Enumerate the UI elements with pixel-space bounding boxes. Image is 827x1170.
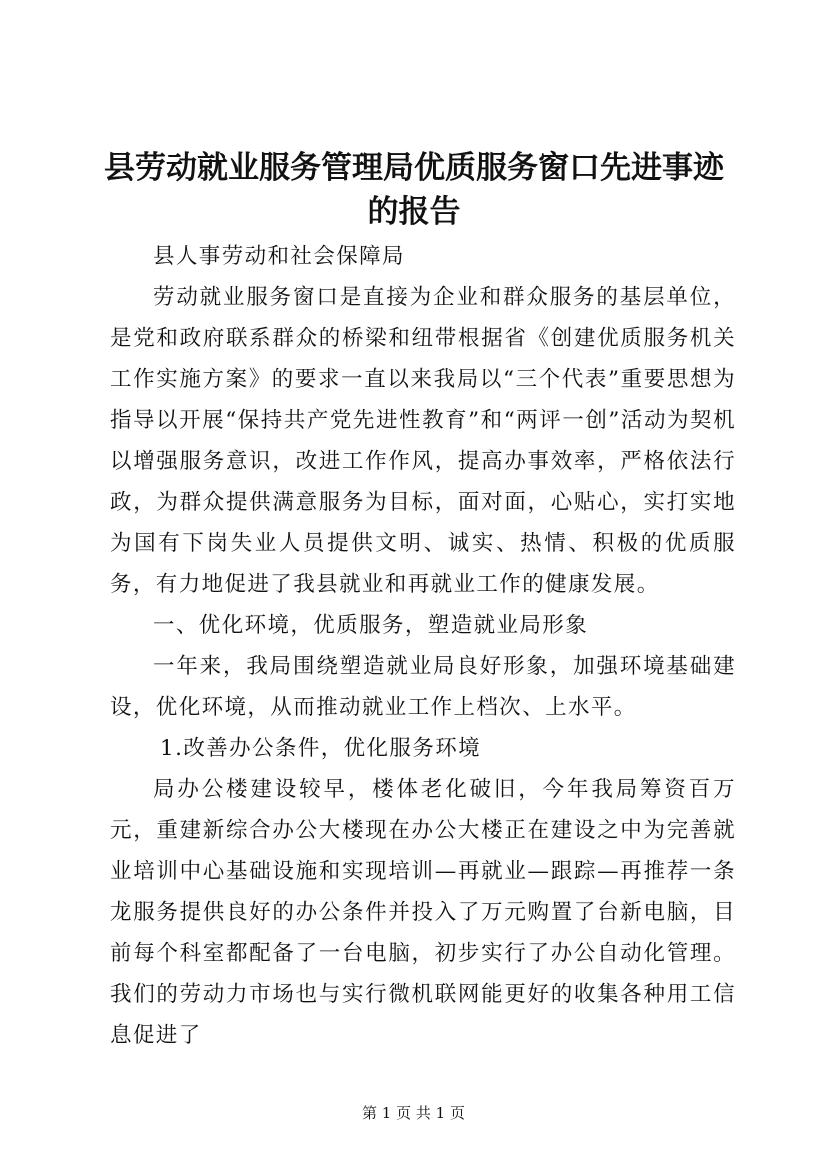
- section-paragraph: 一年来，我局围绕塑造就业局良好形象，加强环境基础建设，优化环境，从而推动就业工作上档次、上水平。: [110, 654, 736, 720]
- document-title: 县劳动就业服务管理局优质服务窗口先进事迹的报告: [104, 150, 724, 230]
- subsection-heading: 1.改善办公条件，优化服务环境: [160, 736, 482, 761]
- intro-paragraph: 劳动就业服务窗口是直接为企业和群众服务的基层单位，是党和政府联系群众的桥梁和纽带根据省《创建优质服务机关工作实施方案》的要求一直以来我局以“三个代表”重要思想为指导以开展“保持共产党先进性教育”和“两评一创”活动为契机以增强服务意识，改进工作作风，提高办事效率，严格依法行政，为群众提供满意服务为目标，面对面，心贴心，实打实地为国有下岗失业人员提供文明、诚实、热情、积极的优质服务，有力地促进了我县就业和再就业工作的健康发展。: [110, 285, 736, 597]
- page-footer: 第 1 页 共 1 页: [362, 1104, 465, 1122]
- document-body: [110, 236, 736, 1056]
- subsection-paragraph: 局办公楼建设较早，楼体老化破旧，今年我局筹资百万元，重建新综合办公大楼现在办公大楼正在建设之中为完善就业培训中心基础设施和实现培训—再就业—跟踪—再推荐一条龙服务提供良好的办公条件并投入了万元购置了台新电脑，目前每个科室都配备了一台电脑，初步实行了办公自动化管理。我们的劳动力市场也与实行微机联网能更好的收集各种用工信息促进了: [110, 777, 736, 1048]
- section-heading: 一、优化环境，优质服务，塑造就业局形象: [153, 613, 589, 638]
- organization-line: 县人事劳动和社会保障局: [153, 244, 405, 269]
